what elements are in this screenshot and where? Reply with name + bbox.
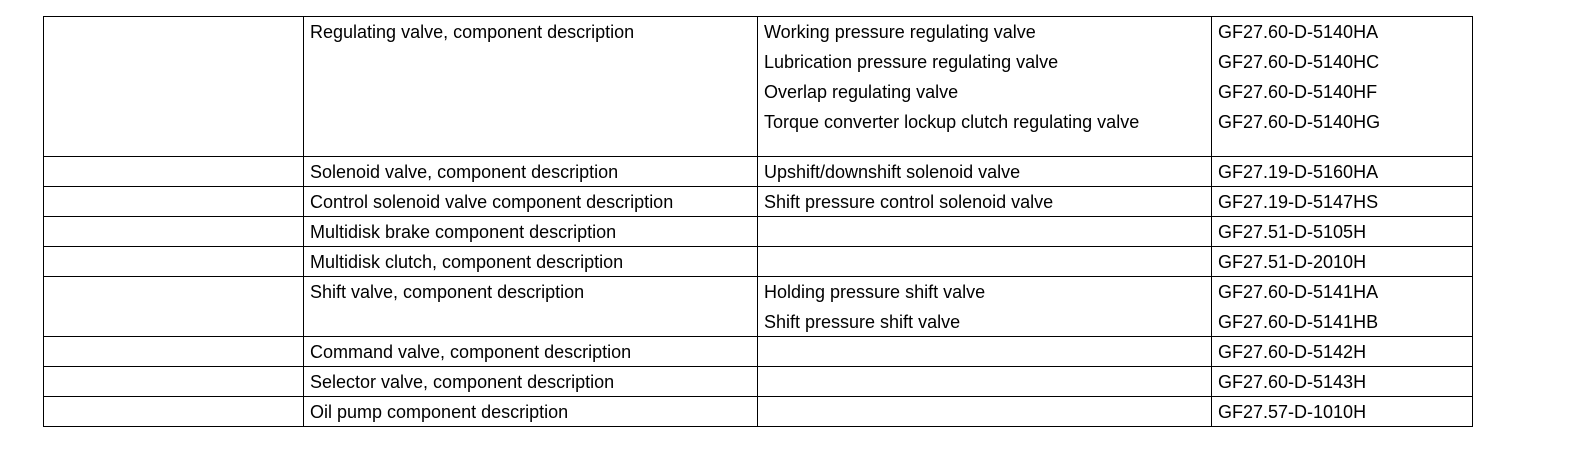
component-name-cell (758, 277, 1212, 337)
component-name (764, 372, 1205, 392)
component-description-cell (304, 247, 758, 277)
document-code: GF27.60-D-5140HC (1218, 52, 1380, 72)
document-code: GF27.51-D-2010H (1218, 252, 1367, 272)
blank-cell (44, 397, 304, 427)
document-code-cell (1212, 157, 1473, 187)
blank-cell (44, 157, 304, 187)
document-code-cell (1212, 17, 1473, 157)
document-code: GF27.19-D-5160HA (1218, 162, 1379, 182)
component-name (764, 402, 1205, 422)
component-name-cell (758, 157, 1212, 187)
component-name-cell (758, 187, 1212, 217)
component-description-cell (304, 157, 758, 187)
document-code: GF27.60-D-5142H (1218, 342, 1367, 362)
component-name: Holding pressure shift valve (764, 282, 986, 302)
component-description-cell (304, 367, 758, 397)
component-description-cell (304, 397, 758, 427)
blank-cell (44, 337, 304, 367)
blank-cell (44, 187, 304, 217)
table-row (44, 337, 1473, 367)
table-row (44, 217, 1473, 247)
document-code: GF27.60-D-5140HF (1218, 82, 1378, 102)
component-name: Shift pressure shift valve (764, 312, 961, 332)
component-description: Solenoid valve, component description (310, 162, 619, 182)
component-name: Working pressure regulating valve (764, 22, 1036, 42)
document-code: GF27.60-D-5140HA (1218, 22, 1379, 42)
component-name-cell (758, 247, 1212, 277)
document-code: GF27.60-D-5140HG (1218, 112, 1381, 132)
blank-cell (44, 277, 304, 337)
table-body (44, 17, 1473, 427)
document-code-cell (1212, 367, 1473, 397)
document-code-cell (1212, 337, 1473, 367)
component-description-cell (304, 217, 758, 247)
table-row (44, 17, 1473, 157)
table-row (44, 247, 1473, 277)
table-row (44, 277, 1473, 337)
component-description: Command valve, component description (310, 342, 632, 362)
document-code-cell (1212, 277, 1473, 337)
blank-cell (44, 247, 304, 277)
blank-cell (44, 17, 304, 157)
component-name (764, 252, 1205, 272)
component-name: Torque converter lockup clutch regulating valve (764, 112, 1140, 132)
component-description: Selector valve, component description (310, 372, 615, 392)
table-row (44, 397, 1473, 427)
component-name-cell (758, 367, 1212, 397)
component-description-cell (304, 17, 758, 157)
document-code: GF27.57-D-1010H (1218, 402, 1367, 422)
component-description: Oil pump component description (310, 402, 569, 422)
component-name (764, 222, 1205, 242)
component-description-cell (304, 337, 758, 367)
table-row (44, 187, 1473, 217)
table-row (44, 367, 1473, 397)
component-description: Regulating valve, component description (310, 22, 635, 42)
component-description: Control solenoid valve component description (310, 192, 674, 212)
component-name-cell (758, 397, 1212, 427)
table-row (44, 157, 1473, 187)
component-name (764, 342, 1205, 362)
component-description: Multidisk clutch, component description (310, 252, 624, 272)
component-description-cell (304, 187, 758, 217)
component-reference-table (43, 16, 1473, 427)
document-code: GF27.51-D-5105H (1218, 222, 1367, 242)
document-code: GF27.60-D-5141HA (1218, 282, 1379, 302)
document-code-cell (1212, 187, 1473, 217)
blank-cell (44, 367, 304, 397)
document-code-cell (1212, 247, 1473, 277)
document-code: GF27.60-D-5143H (1218, 372, 1367, 392)
component-name: Lubrication pressure regulating valve (764, 52, 1059, 72)
component-description-cell (304, 277, 758, 337)
document-code-cell (1212, 397, 1473, 427)
blank-cell (44, 217, 304, 247)
component-description: Shift valve, component description (310, 282, 585, 302)
document-code: GF27.60-D-5141HB (1218, 312, 1379, 332)
component-name: Overlap regulating valve (764, 82, 959, 102)
component-name: Upshift/downshift solenoid valve (764, 162, 1021, 182)
document-code: GF27.19-D-5147HS (1218, 192, 1379, 212)
component-description: Multidisk brake component description (310, 222, 617, 242)
component-name-cell (758, 17, 1212, 157)
component-name-cell (758, 217, 1212, 247)
component-name: Shift pressure control solenoid valve (764, 192, 1054, 212)
component-name-cell (758, 337, 1212, 367)
document-code-cell (1212, 217, 1473, 247)
